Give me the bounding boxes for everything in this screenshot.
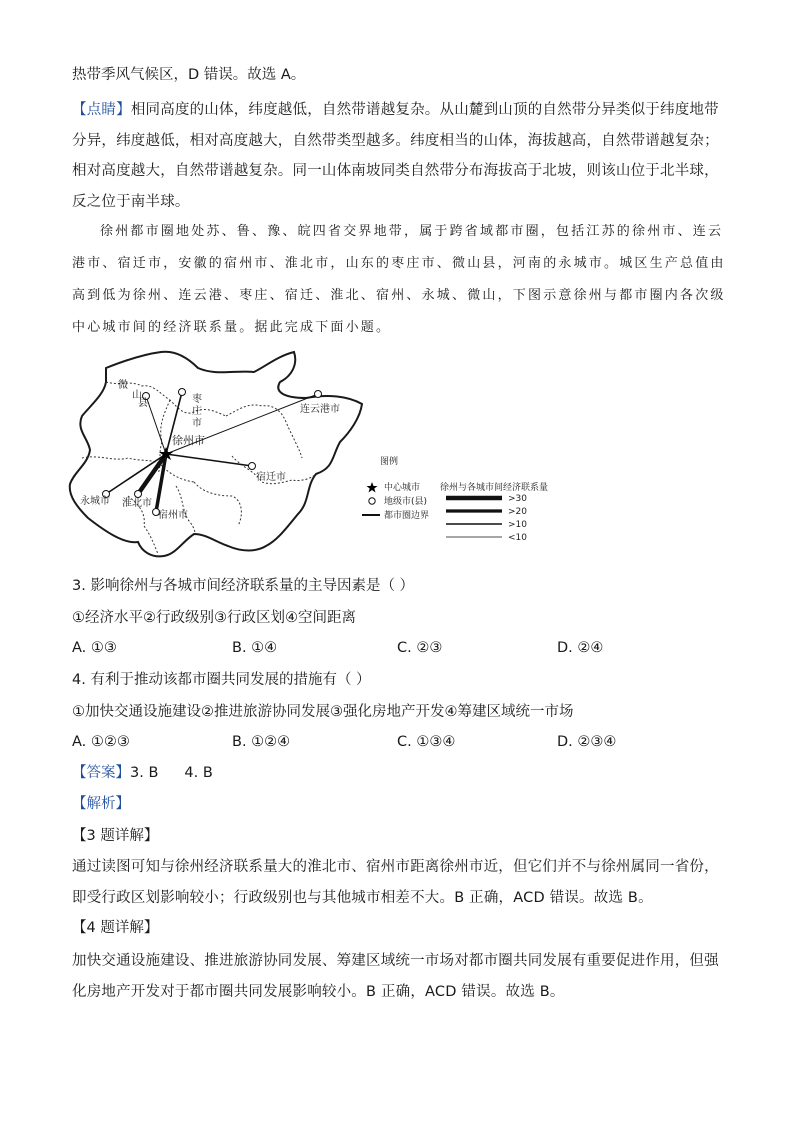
q3-stem: 3. 影响徐州与各城市间经济联系量的主导因素是（ ） bbox=[72, 578, 415, 594]
label-suqian: 宿迁市 bbox=[256, 472, 286, 483]
dianjing-tag: 【点睛】 bbox=[72, 102, 131, 118]
q4-stem: 4. 有利于推动该都市圈共同发展的措施有（ ） bbox=[72, 672, 371, 688]
q4-detail-text: 加快交通设施建设、推进旅游协同发展、筹建区域统一市场对都市圈共同发展有重要促进作用，但强化房地产开发对于都市圈共同发展影响较小。B 正确，ACD 错误。故选 B。 bbox=[72, 953, 719, 1000]
q4-option-d: D. ②③④ bbox=[557, 734, 617, 750]
legend-boundary: 都市圈边界 bbox=[384, 511, 430, 521]
legend-center-city: 中心城市 bbox=[384, 483, 421, 493]
label-lianyungang: 连云港市 bbox=[300, 404, 340, 415]
legend-title: 图例 bbox=[380, 457, 399, 467]
city-marker-lianyungang bbox=[315, 391, 322, 398]
q4-option-a: A. ①②③ bbox=[72, 734, 130, 750]
map-legend bbox=[362, 455, 548, 543]
city-marker-huaibei bbox=[135, 491, 142, 498]
q3-option-d: D. ②④ bbox=[557, 640, 604, 656]
previous-answer-tail: 热带季风气候区，D 错误。故选 A。 bbox=[72, 67, 306, 83]
city-marker-suqian bbox=[249, 463, 256, 470]
label-weishan-1: 微 bbox=[118, 380, 128, 391]
label-zaozhuang-3: 市 bbox=[192, 418, 202, 429]
answer-tag: 【答案】 bbox=[72, 765, 130, 781]
dianjing-text: 相同高度的山体，纬度越低，自然带谱越复杂。从山麓到山顶的自然带分异类似于纬度地带分异，纬度越低，相对高度越大，自然带类型越多。纬度相当的山体，海拔越高，自然带谱越复杂；相对高度越大，自然带谱越复杂。同一山体南坡同类自然带分布海拔高于北坡，则该山位于北半球，反之位于南半球。 bbox=[72, 102, 719, 210]
city-marker-zaozhuang bbox=[179, 389, 186, 396]
q3-detail-text: 通过读图可知与徐州经济联系量大的淮北市、宿州市距离徐州市近，但它们并不与徐州属同一省份，即受行政区划影响较小；行政级别也与其他城市相差不大。B 正确，ACD 错误。故选 B。 bbox=[72, 859, 719, 906]
legend-prefecture-city: 地级市(县) bbox=[384, 497, 428, 507]
label-weishan-2: 山 bbox=[132, 390, 142, 401]
q3-items: ①经济水平②行政级别③行政区划④空间距离 bbox=[72, 610, 356, 626]
label-weishan-3: 县 bbox=[138, 398, 148, 409]
legend-level-2: >20 bbox=[508, 507, 527, 517]
link-yongcheng bbox=[106, 454, 166, 494]
legend-level-4: <10 bbox=[508, 533, 527, 543]
legend-level-1: >30 bbox=[508, 494, 527, 504]
city-markers bbox=[103, 389, 322, 516]
legend-star-icon bbox=[367, 482, 378, 493]
q4-detail-title: 【4 题详解】 bbox=[72, 920, 159, 936]
q3-option-a: A. ①③ bbox=[72, 640, 117, 656]
legend-link-title: 徐州与各城市间经济联系量 bbox=[440, 483, 549, 493]
link-suqian bbox=[166, 454, 252, 466]
q3-option-c: C. ②③ bbox=[397, 640, 443, 656]
q4-option-c: C. ①③④ bbox=[397, 734, 456, 750]
dianjing-block bbox=[72, 95, 724, 217]
metro-boundary bbox=[70, 352, 362, 557]
answer-line bbox=[72, 763, 213, 783]
answer-3: 3. B bbox=[130, 765, 159, 781]
label-zaozhuang-1: 枣 bbox=[192, 394, 202, 405]
q4-items: ①加快交通设施建设②推进旅游协同发展③强化房地产开发④筹建区域统一市场 bbox=[72, 704, 574, 720]
legend-level-3: >10 bbox=[508, 520, 527, 530]
q3-option-b: B. ①④ bbox=[232, 640, 278, 656]
link-weishan bbox=[146, 396, 166, 454]
label-huaibei: 淮北市 bbox=[122, 498, 152, 509]
material-paragraph: 徐州都市圈地处苏、鲁、豫、皖四省交界地带，属于跨省域都市圈，包括江苏的徐州市、连云港市、宿迁市，安徽的宿州市、淮北市，山东的枣庄市、微山县，河南的永城市。城区生产总值由高到低为徐州、连云港、枣庄、宿迁、淮北、宿州、永城、微山，下图示意徐州与都市圈内各次级中心城市间的经济联系量。据此完成下面小题。 bbox=[72, 224, 726, 335]
label-yongcheng: 永城市 bbox=[80, 496, 110, 507]
label-xuzhou: 徐州市 bbox=[172, 434, 205, 447]
q4-option-b: B. ①②④ bbox=[232, 734, 291, 750]
xuzhou-metro-map bbox=[66, 346, 566, 564]
q3-detail-title: 【3 题详解】 bbox=[72, 828, 159, 844]
answer-4: 4. B bbox=[184, 765, 213, 781]
legend-circle-icon bbox=[369, 498, 375, 504]
jiexi-heading: 【解析】 bbox=[72, 796, 130, 812]
label-zaozhuang-2: 庄 bbox=[192, 406, 202, 417]
label-suzhou: 宿州市 bbox=[158, 510, 188, 521]
city-labels bbox=[80, 378, 340, 521]
